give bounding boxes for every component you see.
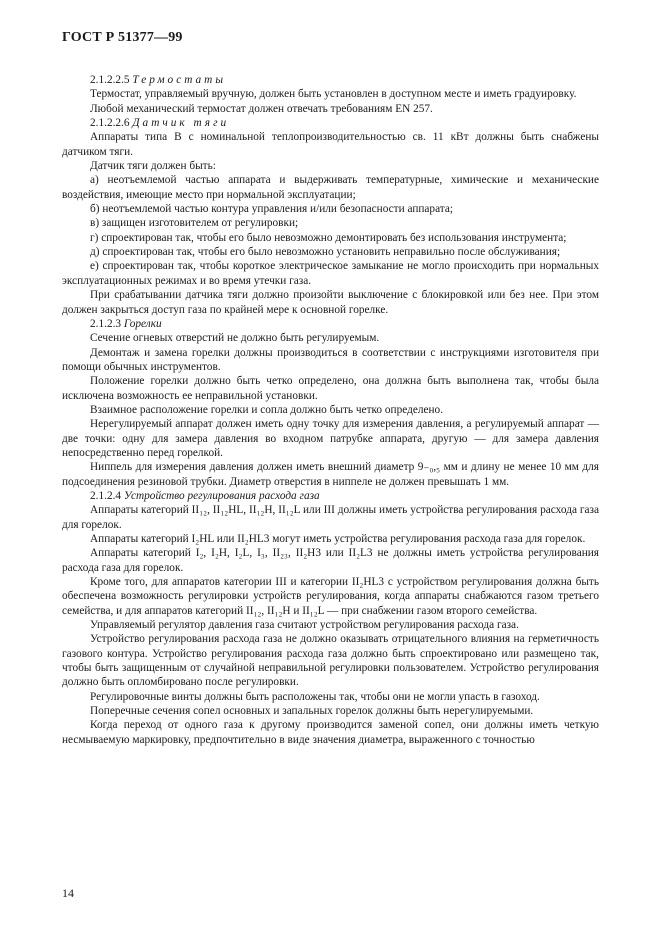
paragraph: Любой механический термостат должен отвечать требованиям EN 257. [90,102,433,115]
section-title: Устройство регулирования расхода газа [123,489,320,502]
list-item: в) защищен изготовителем от регулировки; [90,217,299,230]
section-heading [62,73,599,87]
document-header: ГОСТ Р 51377—99 [62,30,183,45]
section-title: Горелки [123,317,162,330]
section-number: 2.1.2.2.5 [90,74,130,86]
paragraph: Кроме того, для аппаратов категории III и категории II₂HL3 с устройством регулирования должна быть обеспечена возможность регулировки устройств регулирования, когда аппараты снабжаются газом третьего семейства, и для аппаратов категорий II₁₂, II₁₂H и II₁₂L — при снабжении газом второго семейства. [62,576,599,617]
list-item: а) неотъемлемой частью аппарата и выдерживать температурные, химические и механические воздействия, имеющие место при нормальной эксплуатации; [62,174,599,201]
section-number: 2.1.2.2.6 [90,117,130,130]
section-number: 2.1.2.4 [90,489,122,502]
section-number: 2.1.2.3 [90,317,122,330]
list-item: е) спроектирован так, чтобы короткое электрическое замыкание не могло происходить при нормальных эксплуатационных режимах и во время утечки газа. [62,260,599,287]
section-heading [62,489,599,503]
paragraph: Взаимное расположение горелки и сопла должно быть четко определено. [90,403,444,416]
document-body [62,73,599,747]
paragraph: Ниппель для измерения давления должен иметь внешний диаметр 9₋₀,₅ мм и длину не менее 10 мм для подсоединения резиновой трубки. Диаметр отверстия в ниппеле не должен превышать 1 мм. [62,461,599,488]
paragraph: Поперечные сечения сопел основных и запальных горелок должны быть нерегулируемыми. [90,705,534,718]
paragraph: Демонтаж и замена горелки должны производиться в соответствии с инструкциями изготовителя при помощи обычных инструментов. [62,346,599,373]
paragraph: Датчик тяги должен быть: [90,160,216,173]
paragraph: Аппараты категорий I₂, I₂H, I₂L, I₃, II₂₃, II₂H3 или II₂L3 не должны иметь устройства регулирования расхода газа для горелок. [62,547,599,574]
paragraph: Когда переход от одного газа к другому производится заменой сопел, они должны иметь четкую несмываемую маркировку, предпочтительно в виде значения диаметра, выраженного с точностью [62,719,599,746]
paragraph: Аппараты категорий I₂HL или II₂HL3 могут иметь устройства регулирования расхода газа для горелок. [90,533,586,545]
page-number: 14 [62,886,74,900]
paragraph: Аппараты типа В с номинальной теплопроизводительностью св. 11 кВт должны быть снабжены датчиком тяги. [62,131,599,158]
section-heading [62,317,599,331]
list-item: б) неотъемлемой частью контура управления и/или безопасности аппарата; [90,203,454,216]
paragraph: Регулировочные винты должны быть расположены так, чтобы они не могли упасть в газоход. [90,690,540,703]
list-item: г) спроектирован так, чтобы его было невозможно демонтировать без использования инструмента; [90,231,567,244]
paragraph: Аппараты категорий II₁₂, II₁₂HL, II₁₂H, II₁₂L или III должны иметь устройства регулирования расхода газа для горелок. [62,504,599,531]
section-heading [62,116,599,130]
paragraph: Устройство регулирования расхода газа не должно оказывать отрицательного влияния на герметичность газового контура. Устройство регулирования расхода газа должно быть спроектировано или размещено так, чтобы быть защищенным от случайной неправильной регулировки пользователем. Устройство регулирования должно быть опломбировано после регулировки. [62,633,599,689]
section-title: Датчик тяги [132,117,230,130]
paragraph: Положение горелки должно быть четко определено, она должна быть выполнена так, чтобы была исключена возможность ее неправильной установки. [62,375,599,402]
paragraph: Термостат, управляемый вручную, должен быть установлен в доступном месте и иметь градуировку. [90,88,577,101]
paragraph: Нерегулируемый аппарат должен иметь одну точку для измерения давления, а регулируемый аппарат — две точки: одну для замера давления во входном патрубке аппарата, другую — для замера давления непосредственно перед горелкой. [62,418,599,459]
list-item: д) спроектирован так, чтобы его было невозможно установить неправильно после обслуживания; [90,246,561,259]
paragraph: При срабатывании датчика тяги должно произойти выключение с блокировкой или без нее. При этом должен закрыться доступ газа по крайней мере к основной горелке. [62,289,599,316]
paragraph: Сечение огневых отверстий не должно быть регулируемым. [90,332,380,345]
paragraph: Управляемый регулятор давления газа считают устройством регулирования расхода газа. [90,619,519,632]
section-title: Термостаты [132,74,226,86]
